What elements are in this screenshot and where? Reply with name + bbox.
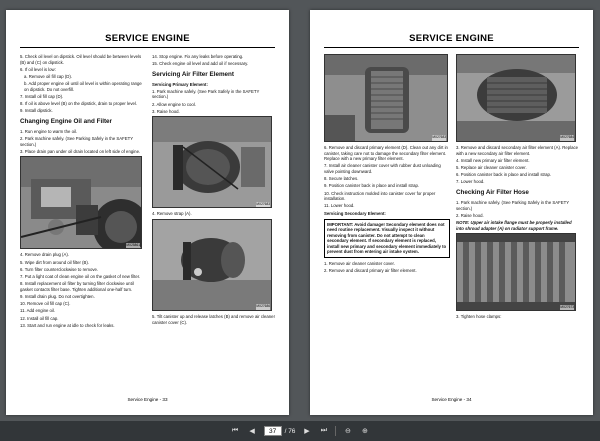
- text-line: 1. Remove air cleaner canister cover.: [324, 261, 395, 267]
- text-line: 9. Install drain plug. Do not overtighten.: [20, 294, 95, 299]
- photo-id: MX27683: [432, 135, 446, 140]
- text-line: 12. Install oil fill cap.: [20, 315, 59, 321]
- text-line: a. Remove oil fill cap (D).: [24, 73, 72, 79]
- right-page: [310, 10, 593, 415]
- text-line: 1. Park machine safely. (See Park Safely in the SAFETY section.): [152, 88, 260, 100]
- canister-photo: [152, 219, 272, 311]
- text-line: b. Add proper engine oil until oil level is within operating range on dipstick. Do not overfill.: [24, 81, 142, 92]
- photo-id: MX27683: [256, 201, 270, 206]
- note-text: NOTE: Upper air intake flange must be properly installed into shroud adapter (A) on radiator support frame.: [456, 219, 572, 231]
- text-line: 5. Tilt canister up and release latches (B) and remove air cleaner canister cover (C).: [152, 314, 276, 325]
- page-total: / 76: [284, 427, 296, 435]
- text-line: 2. Park machine safely. (See Parking Safely in the SAFETY section.): [20, 136, 134, 147]
- text-line: 5. Check oil level on dipstick. Oil level should be between levels (B) and (C) on dipstick.: [20, 54, 142, 65]
- text-line: 3. Place drain pan under oil drain located on left side of engine.: [20, 148, 141, 154]
- photo-id: MX27686: [256, 304, 270, 309]
- page-footer: Service Engine - 33: [127, 397, 168, 402]
- text-line: 7. Lower hood.: [456, 179, 485, 185]
- hose-photo: [456, 233, 576, 311]
- text-line: 5. Replace air cleaner canister cover.: [456, 164, 527, 170]
- zoom-in-icon[interactable]: ⊕: [361, 428, 368, 435]
- sub-heading: Servicing Primary Element:: [152, 81, 208, 87]
- primary-element-photo: [324, 54, 448, 142]
- text-line: 8. Secure latches.: [324, 176, 359, 182]
- text-line: 11. Add engine oil.: [20, 308, 56, 314]
- section-heading: Servicing Air Filter Element: [152, 70, 235, 78]
- photo-id: MX25861: [126, 242, 140, 247]
- text-line: 1. Run engine to warm the oil.: [20, 128, 78, 134]
- photo-id: MX27673: [560, 304, 574, 309]
- text-line: 6. Turn filter counterclockwise to remove.: [20, 266, 99, 272]
- zoom-out-icon[interactable]: ⊖: [344, 428, 351, 435]
- right-col2: [456, 54, 580, 321]
- prev-page-icon[interactable]: ◀: [249, 428, 255, 435]
- text-line: 14. Stop engine. Fix any leaks before operating.: [152, 54, 244, 59]
- text-line: 3. Tighten hose clamps:: [456, 314, 502, 320]
- text-line: 10. Check instruction molded into canister cover for proper installation.: [324, 190, 436, 202]
- text-line: 9. Install dipstick.: [20, 108, 53, 114]
- first-page-icon[interactable]: ⏮: [231, 427, 239, 434]
- text-line: 1. Park machine safely. (See Parking Safely in the SAFETY section.): [456, 199, 570, 211]
- text-line: 3. Raise hood.: [152, 108, 180, 114]
- left-col1: [20, 54, 146, 330]
- text-line: 4. Install new primary air filter element.: [456, 157, 530, 163]
- important-notice: IMPORTANT: Avoid damage! Secondary element does not need routine replacement. Visually inspect it without removing from canister. Do not attempt to clean secondary element. If secondary element is replaced, install new primary and secondary element immediately to prevent dust from entering air intake system.: [324, 219, 450, 259]
- text-line: 7. Install air cleaner canister cover with rubber dust unloading valve pointing downward.: [324, 163, 441, 174]
- left-page: [6, 10, 289, 415]
- page-number-input[interactable]: [264, 426, 282, 436]
- viewer-toolbar: [0, 421, 600, 441]
- page-header: SERVICE ENGINE: [20, 32, 275, 48]
- text-line: 7. Install oil fill cap (D).: [20, 93, 64, 99]
- left-col2: [152, 54, 276, 327]
- text-line: 13. Start and run engine at idle to check for leaks.: [20, 322, 115, 328]
- text-line: 7. Put a light coat of clean engine oil on the gasket of new filter.: [20, 274, 141, 280]
- engine-photo: [20, 156, 142, 249]
- text-line: 6. Position canister back in place and install strap.: [456, 172, 552, 178]
- text-line: 8. Install replacement oil filter by turning filter clockwise until gasket contacts filter base. Tighten additional one-half turn.: [20, 281, 134, 292]
- text-line: 2. Allow engine to cool.: [152, 101, 196, 107]
- text-line: 6. If oil level is low:: [20, 66, 56, 72]
- right-col1: [324, 54, 450, 275]
- text-line: 11. Lower hood.: [324, 203, 355, 209]
- secondary-element-photo: [456, 54, 576, 142]
- text-line: 5. Wipe dirt from around oil filter (B).: [20, 259, 90, 265]
- sub-heading: Servicing Secondary Element:: [324, 210, 386, 216]
- text-line: 4. Remove strap (A).: [152, 211, 192, 217]
- text-line: 10. Remove oil fill cap (C).: [20, 301, 71, 307]
- air-filter-photo: [152, 116, 272, 208]
- text-line: 3. Remove and discard secondary air filter element (A). Replace with a new secondary air filter element.: [456, 145, 579, 156]
- text-line: 15. Check engine oil level and add oil if necessary.: [152, 61, 249, 67]
- page-indicator: [264, 426, 296, 436]
- text-line: 2. Raise hood.: [456, 212, 484, 218]
- last-page-icon[interactable]: ⏭: [320, 427, 328, 434]
- text-line: 6. Remove and discard primary element (D). Clean out any dirt in canister, taking care not to damage the secondary filter element. Replace with a new primary filter element.: [324, 145, 448, 162]
- text-line: 8. If oil is above level (B) on the dipstick, drain to proper level.: [20, 101, 138, 107]
- text-line: 4. Remove drain plug (A).: [20, 252, 69, 258]
- text-line: 2. Remove and discard primary air filter element.: [324, 268, 417, 274]
- section-heading: Checking Air Filter Hose: [456, 188, 529, 196]
- section-heading: Changing Engine Oil and Filter: [20, 117, 113, 125]
- toolbar-divider: [335, 426, 336, 436]
- page-footer: Service Engine - 34: [431, 397, 472, 402]
- text-line: 9. Position canister back in place and install strap.: [324, 183, 420, 189]
- next-page-icon[interactable]: ▶: [304, 428, 310, 435]
- page-header: SERVICE ENGINE: [324, 32, 579, 48]
- photo-id: MX27684: [560, 135, 574, 140]
